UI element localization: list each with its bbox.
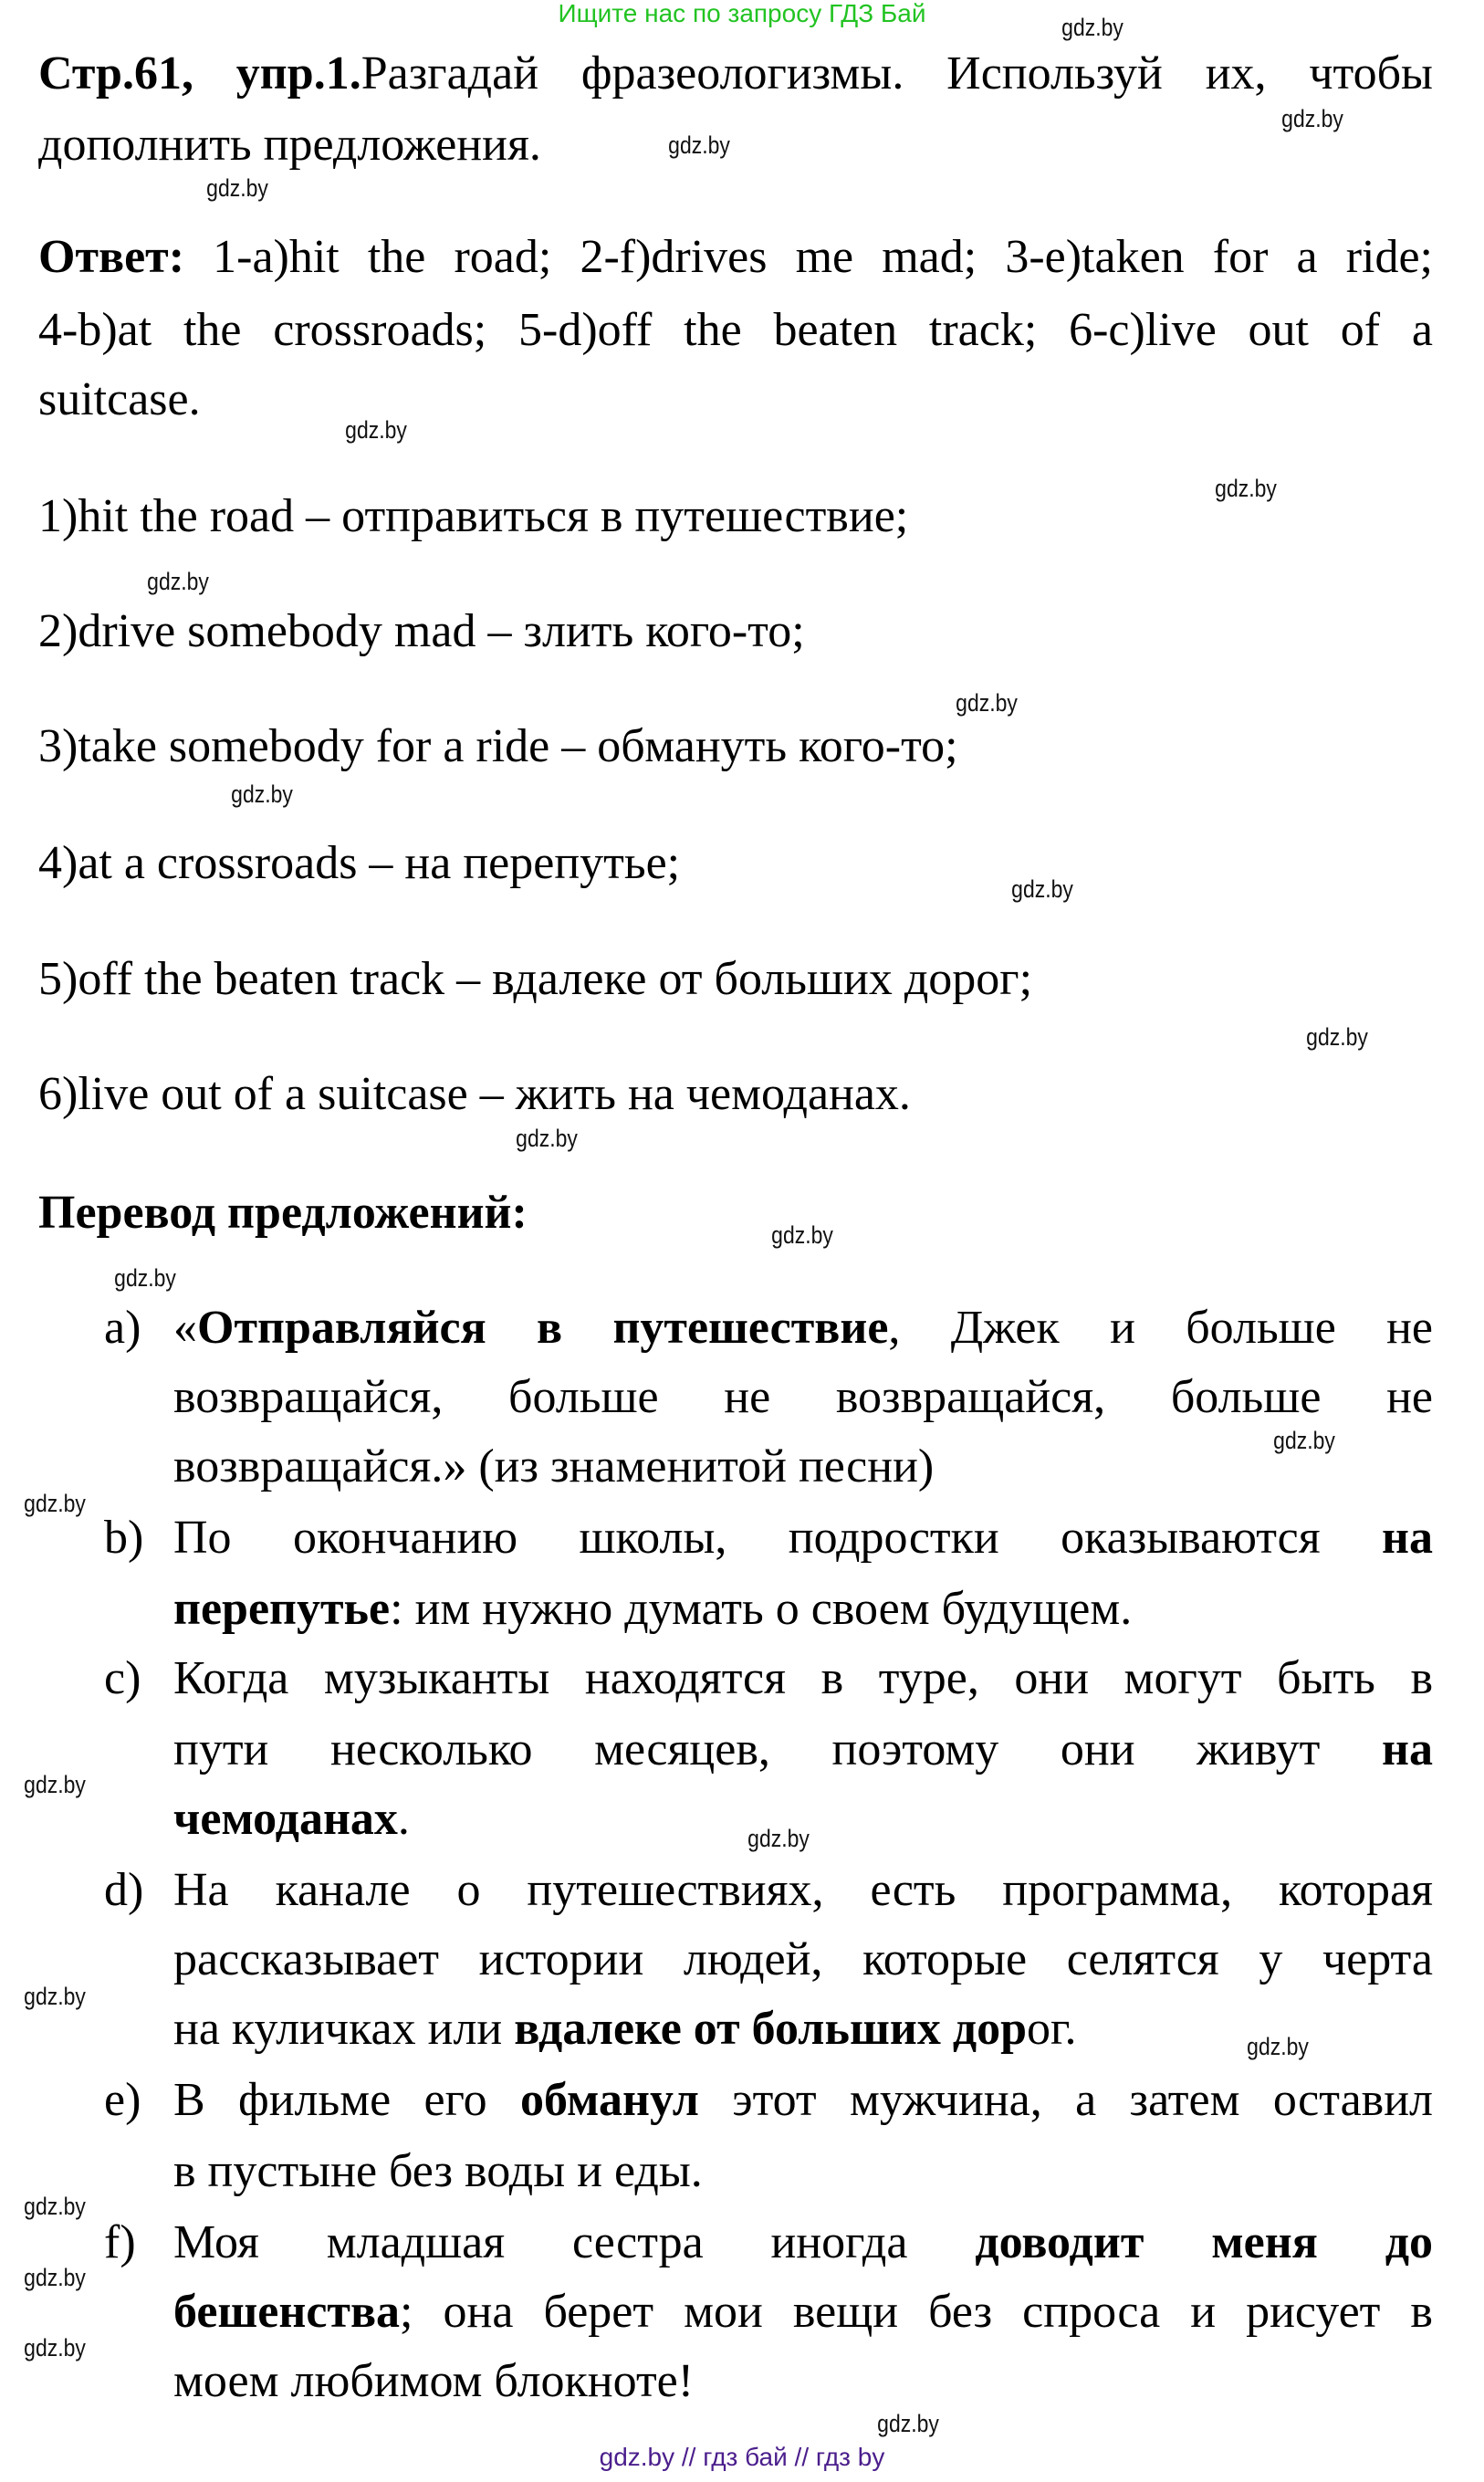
text-segment: этот мужчина, а затем оставил xyxy=(698,2074,1433,2126)
text-line xyxy=(173,2144,703,2199)
text-line xyxy=(173,1511,1433,1566)
watermark: gdz.by xyxy=(1306,1023,1368,1051)
text-segment: на куличках или xyxy=(173,2003,515,2055)
watermark: gdz.by xyxy=(1247,2033,1309,2060)
watermark: gdz.by xyxy=(24,2193,86,2220)
text-line xyxy=(38,47,1433,101)
text-segment: Моя младшая сестра иногда xyxy=(173,2216,976,2268)
sentence-label: e) xyxy=(104,2074,141,2126)
watermark: gdz.by xyxy=(231,780,293,808)
text-line xyxy=(38,719,958,774)
watermark: gdz.by xyxy=(24,1983,86,2010)
bold-text: на xyxy=(1382,1723,1433,1775)
text-line xyxy=(38,604,805,659)
bold-text: Стр.61, упр.1. xyxy=(38,47,361,99)
text-segment: 1)hit the road – отправиться в путешествие; xyxy=(38,490,909,542)
text-segment: 4-b)at the crossroads; 5-d)off the beaten track; 6-c)live out of a xyxy=(38,304,1433,356)
watermark: gdz.by xyxy=(1273,1427,1335,1454)
text-segment: suitcase. xyxy=(38,373,201,425)
bold-text: Ответ: xyxy=(38,231,185,283)
text-segment: : им нужно думать о своем будущем. xyxy=(390,1583,1133,1635)
text-line xyxy=(38,303,1433,358)
text-line xyxy=(38,1186,528,1241)
text-line xyxy=(173,1792,410,1847)
text-segment: моем любимом блокноте! xyxy=(173,2355,695,2407)
text-segment: рассказывает истории людей, которые селятся у черта xyxy=(173,1933,1433,1985)
watermark: gdz.by xyxy=(771,1221,833,1249)
text-segment: На канале о путешествиях, есть программа, которая xyxy=(173,1864,1433,1916)
text-line xyxy=(38,489,908,544)
watermark: gdz.by xyxy=(877,2410,939,2437)
sentence-label: b) xyxy=(104,1512,144,1564)
sentence-label: f) xyxy=(104,2216,136,2268)
text-line xyxy=(38,118,541,173)
text-segment: 3)take somebody for a ride – обмануть кого-то; xyxy=(38,720,958,772)
search-hint-header: Ищите нас по запросу ГДЗ Бай xyxy=(558,0,926,27)
watermark: gdz.by xyxy=(516,1125,578,1152)
text-line xyxy=(38,952,1032,1007)
bold-text: Отправляйся в путешествие xyxy=(197,1302,889,1354)
text-line xyxy=(173,1301,1433,1356)
text-line xyxy=(173,1932,1433,1987)
bold-text: обманул xyxy=(520,2074,699,2126)
text-segment: , Джек и больше не xyxy=(888,1302,1433,1354)
text-segment: 1-a)hit the road; 2-f)drives me mad; 3-e)taken for a ride; xyxy=(184,231,1433,283)
watermark: gdz.by xyxy=(114,1264,176,1292)
text-line xyxy=(38,836,680,891)
text-line xyxy=(173,2073,1433,2128)
text-segment: 5)off the beaten track – вдалеке от больших дорог; xyxy=(38,953,1033,1005)
text-segment: дополнить предложения. xyxy=(38,119,541,171)
text-line xyxy=(173,1723,1433,1777)
text-line xyxy=(173,1863,1433,1918)
watermark: gdz.by xyxy=(1281,105,1343,132)
text-line xyxy=(173,2285,1433,2340)
bold-text: бешенства xyxy=(173,2286,401,2338)
text-segment: . xyxy=(397,1793,410,1845)
bold-text: доводит меня до xyxy=(975,2216,1433,2268)
text-segment: В фильме его xyxy=(173,2074,521,2126)
watermark: gdz.by xyxy=(747,1825,810,1852)
bold-text: чемоданах xyxy=(173,1793,398,1845)
text-segment: По окончанию школы, подростки оказываются xyxy=(173,1512,1383,1564)
watermark: gdz.by xyxy=(206,174,268,202)
watermark: gdz.by xyxy=(668,131,730,159)
sentence-label: c) xyxy=(104,1652,141,1704)
watermark: gdz.by xyxy=(147,568,209,595)
text-line xyxy=(173,2354,694,2409)
text-segment: Когда музыканты находятся в туре, они могут быть в xyxy=(173,1652,1433,1704)
text-segment: пути несколько месяцев, поэтому они живут xyxy=(173,1723,1383,1775)
watermark: gdz.by xyxy=(24,2264,86,2291)
watermark: gdz.by xyxy=(956,689,1018,717)
text-segment: возвращайся.» (из знаменитой песни) xyxy=(173,1440,935,1492)
bold-text: Перевод предложений: xyxy=(38,1187,528,1239)
bold-text: перепутье xyxy=(173,1583,391,1635)
watermark: gdz.by xyxy=(24,1771,86,1798)
text-segment: 4)at a crossroads – на перепутье; xyxy=(38,837,681,889)
text-segment: в пустыне без воды и еды. xyxy=(173,2145,703,2197)
text-segment: « xyxy=(173,1302,197,1354)
watermark: gdz.by xyxy=(345,416,407,444)
text-line xyxy=(173,1370,1433,1425)
watermark: gdz.by xyxy=(24,1490,86,1517)
text-segment: Разгадай фразеологизмы. Используй их, чтобы xyxy=(361,47,1433,99)
watermark: gdz.by xyxy=(24,2334,86,2362)
text-line xyxy=(38,372,201,427)
text-segment: возвращайся, больше не возвращайся, больше не xyxy=(173,1371,1433,1423)
watermark: gdz.by xyxy=(1215,475,1277,502)
bold-text: вдалеке от больших дор xyxy=(514,2003,1028,2055)
sentence-label: d) xyxy=(104,1864,144,1916)
text-segment: 6)live out of a suitcase – жить на чемоданах. xyxy=(38,1068,911,1120)
text-line xyxy=(173,1651,1433,1706)
text-segment: 2)drive somebody mad – злить кого-то; xyxy=(38,605,805,657)
watermark: gdz.by xyxy=(1011,875,1073,903)
text-segment: ; она берет мои вещи без спроса и рисует в xyxy=(400,2286,1433,2338)
text-line xyxy=(173,2215,1433,2270)
text-line xyxy=(173,1440,934,1494)
text-line xyxy=(38,1067,911,1122)
text-line xyxy=(173,1582,1132,1637)
watermark: gdz.by xyxy=(1061,14,1123,41)
footer-links: gdz.by // гдз бай // гдз by xyxy=(599,2443,885,2471)
sentence-label: a) xyxy=(104,1302,141,1354)
text-line xyxy=(38,230,1433,285)
bold-text: на xyxy=(1382,1512,1433,1564)
text-segment: ог. xyxy=(1027,2003,1077,2055)
text-line xyxy=(173,2002,1077,2057)
